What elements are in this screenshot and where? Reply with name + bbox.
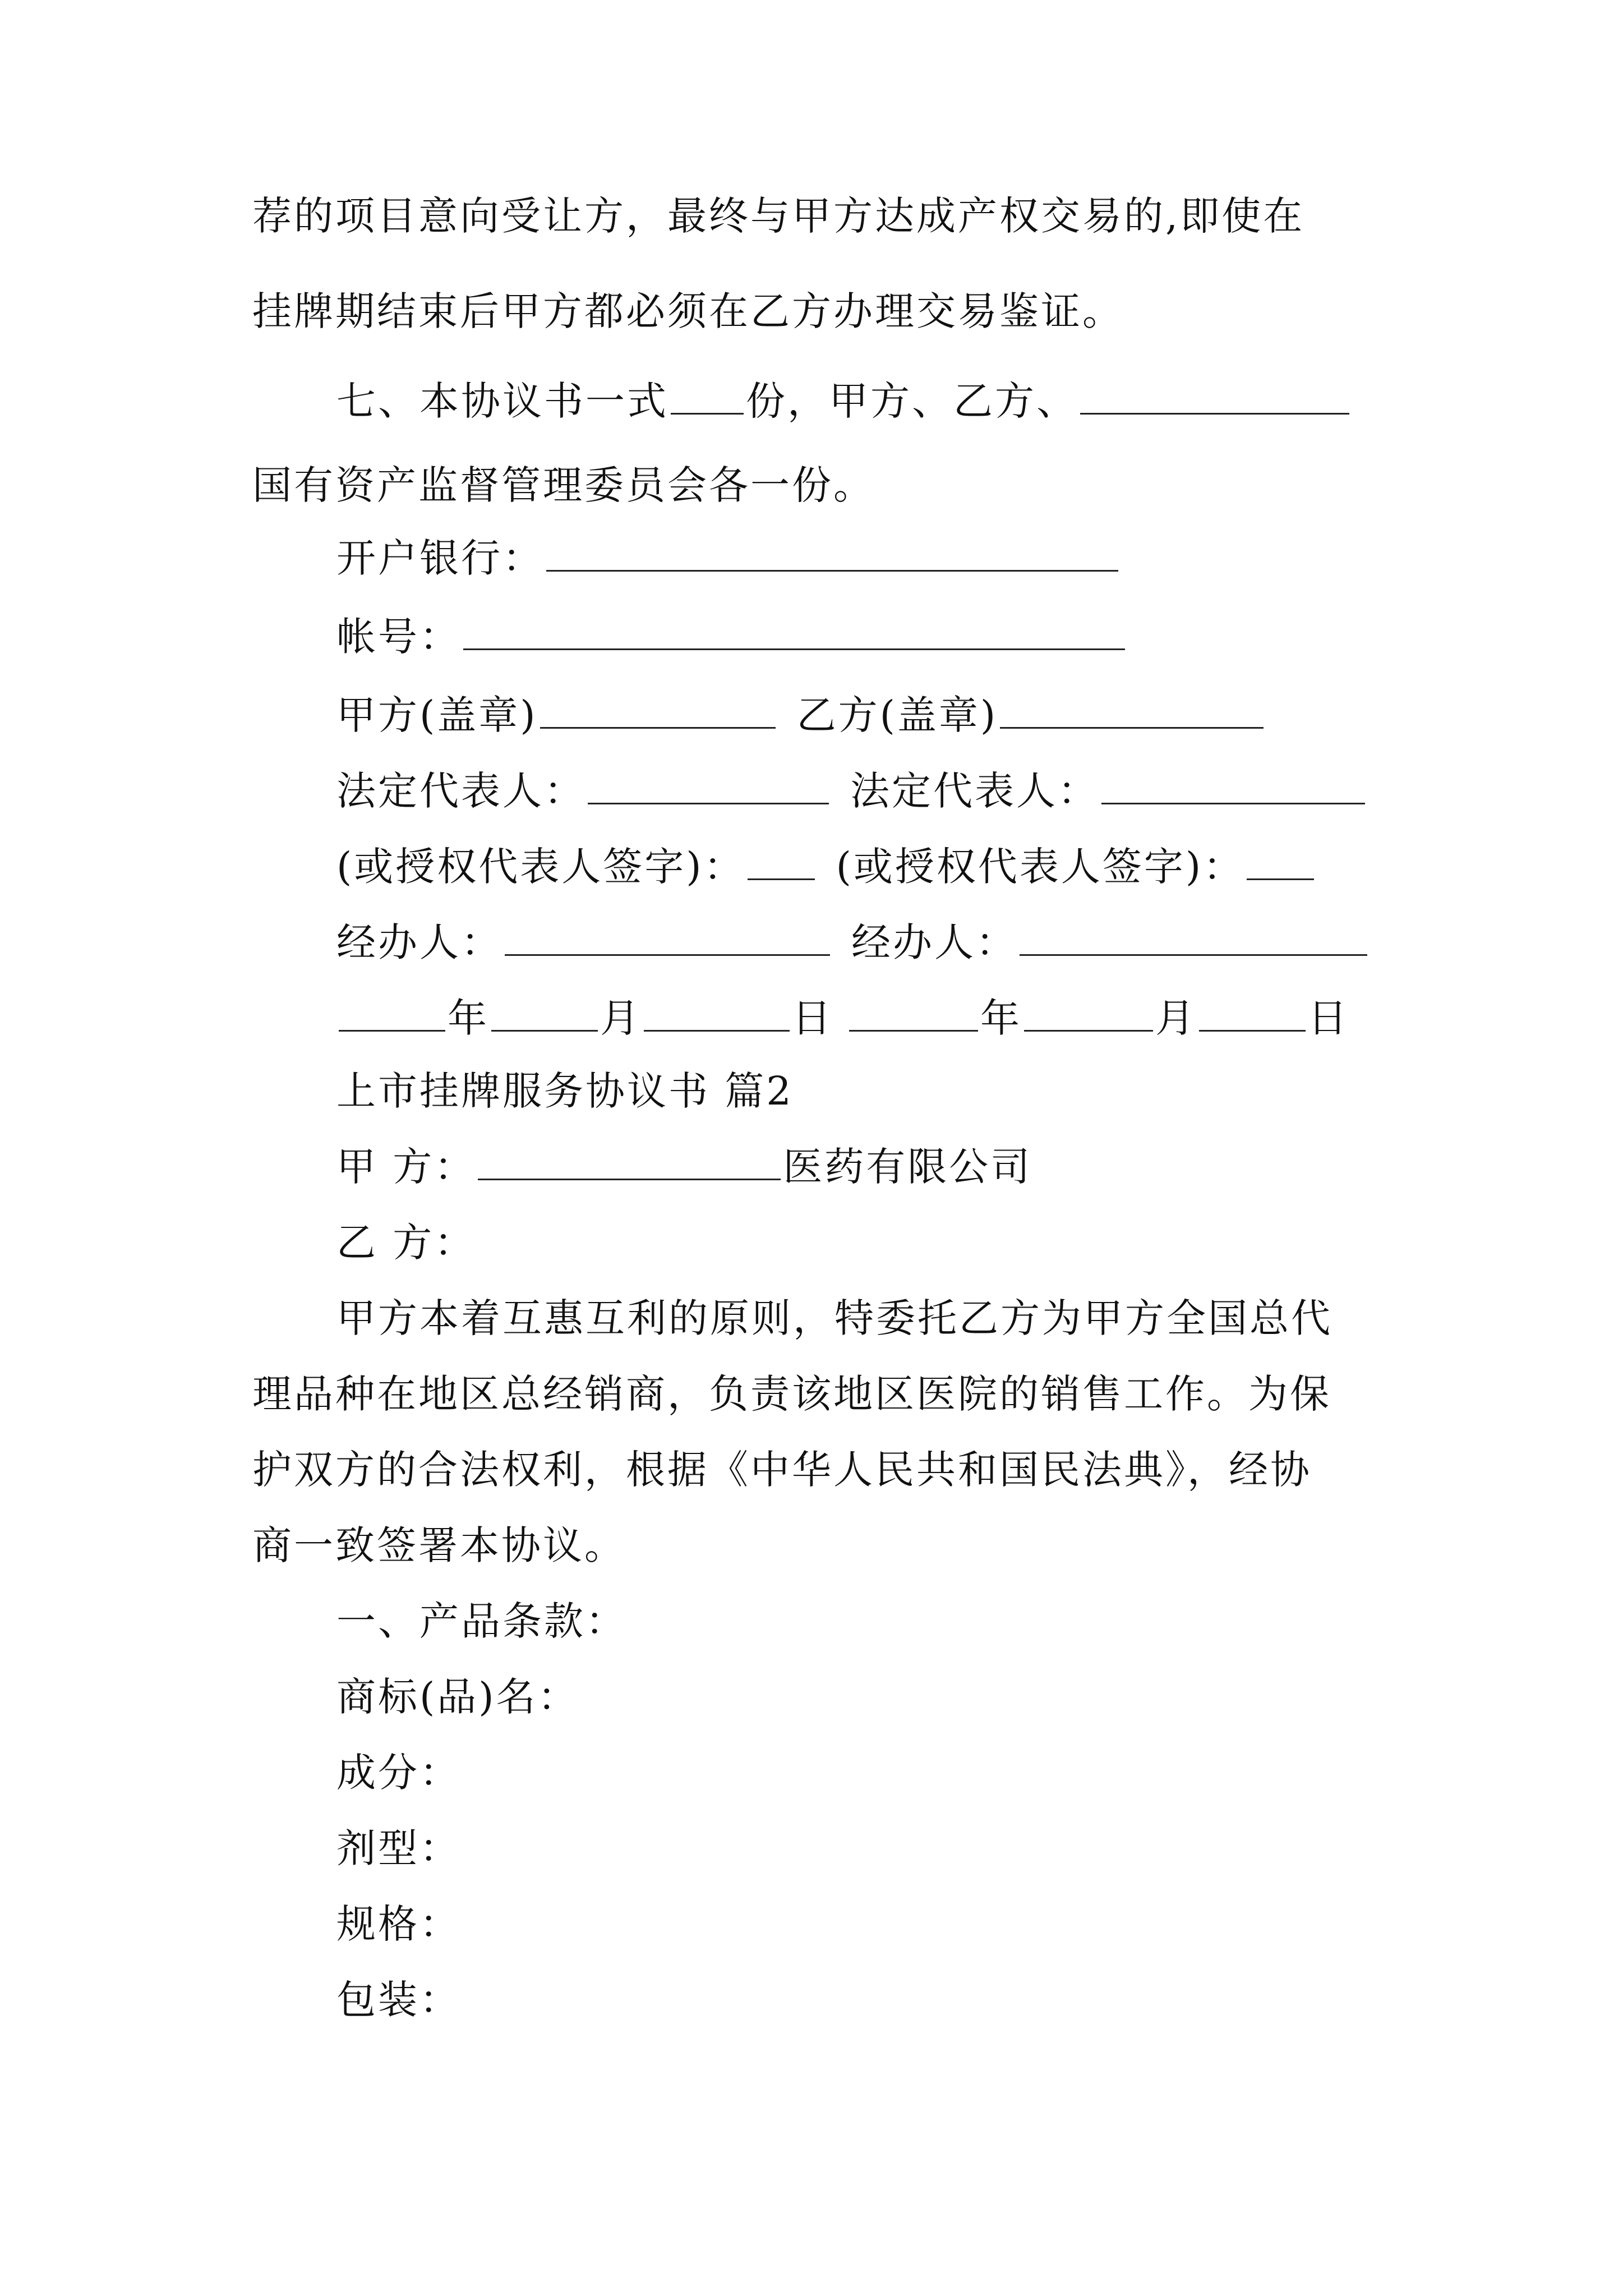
party-a-seal-label: 甲方(盖章) [336,692,538,738]
account-label: 帐号： [336,614,461,660]
party-a-handler-label: 经办人： [336,919,502,965]
date-line [336,987,1464,1049]
paragraph-line [336,1287,1464,1349]
party-b-handler-label: 经办人： [851,919,1017,965]
paragraph-line [252,185,1380,247]
text-line: 荐的项目意向受让方，最终与甲方达成产权交易的,即使在 [252,193,1305,239]
month-label: 月 [1155,995,1197,1041]
year-label: 年 [980,995,1022,1041]
day-label: 日 [792,995,833,1041]
party-a-label: 甲 方： [336,1144,476,1190]
product-field-label: 成分： [336,1750,461,1796]
paragraph-line [252,1439,1380,1501]
section-title [336,1060,1464,1122]
account-blank [463,610,1125,650]
text-line: 甲方本着互惠互利的原则，特委托乙方为甲方全国总代 [336,1295,1332,1341]
year-label: 年 [448,995,489,1041]
representative-line [336,760,1464,822]
authorized-signature-line [336,836,1464,898]
party-a-seal-blank [540,689,776,729]
party-b-month-blank [1024,992,1153,1032]
party-a-handler-blank [505,916,830,956]
bank-line [336,527,1464,589]
party-b-seal-label: 乙方(盖章) [796,692,998,738]
account-line [336,606,1464,668]
party-b-authorized-label: (或授权代表人签字)： [836,844,1245,890]
party-a-authorized-blank [748,840,815,880]
party-b-label: 乙 方： [336,1220,476,1266]
party-b-year-blank [849,992,978,1032]
party-b-day-blank [1199,992,1306,1032]
text-line: 护双方的合法权利，根据《中华人民共和国民法典》，经协 [252,1447,1312,1493]
product-field-label: 商标(品)名： [336,1674,579,1720]
product-field-label: 剂型： [336,1825,461,1871]
party-b-authorized-blank [1247,840,1314,880]
party-b-representative-label: 法定代表人： [850,768,1099,814]
party-a-line [336,1136,1464,1198]
clause-heading-text: 一、产品条款： [336,1598,627,1644]
text-line: 国有资产监督管理委员会各一份。 [252,462,875,508]
text-line: 挂牌期结束后甲方都必须在乙方办理交易鉴证。 [252,288,1124,334]
party-a-authorized-label: (或授权代表人签字)： [336,844,745,890]
committee-name-blank [1080,375,1349,415]
text-line: 理品种在地区总经销商，负责该地区医院的销售工作。为保 [252,1371,1331,1417]
month-label: 月 [600,995,642,1041]
seal-line [336,684,1464,746]
paragraph-line [252,454,1380,516]
paragraph-line [252,1515,1380,1576]
copies-blank [671,375,744,415]
paragraph-line [252,280,1380,342]
party-b-handler-blank [1020,916,1367,956]
company-name: 医药有限公司 [783,1144,1032,1190]
product-field [336,1818,1464,1879]
bank-blank [546,532,1118,572]
handler-line [336,912,1464,973]
bank-label: 开户银行： [336,535,544,581]
product-field-label: 包装： [336,1977,461,2023]
paragraph-line [252,1363,1380,1425]
product-field [336,1893,1464,1955]
clause-seven-line [336,370,1464,432]
party-b-seal-blank [1000,689,1264,729]
party-b-line [336,1212,1464,1273]
clause-heading [336,1590,1464,1652]
party-a-year-blank [339,992,445,1032]
party-b-representative-blank [1101,765,1365,804]
product-field [336,1969,1464,2031]
party-a-name-blank [478,1140,781,1180]
section-title-text: 上市挂牌服务协议书 篇2 [336,1068,794,1114]
party-a-month-blank [491,992,598,1032]
party-a-representative-label: 法定代表人： [336,768,585,814]
product-field [336,1742,1464,1803]
product-field [336,1666,1464,1728]
party-a-representative-blank [588,765,829,804]
product-field-label: 规格： [336,1901,461,1947]
clause-text: 份，甲方、乙方、 [746,378,1078,424]
text-line: 商一致签署本协议。 [252,1522,626,1568]
clause-text: 七、本协议书一式 [336,378,668,424]
day-label: 日 [1308,995,1349,1041]
party-a-day-blank [644,992,790,1032]
